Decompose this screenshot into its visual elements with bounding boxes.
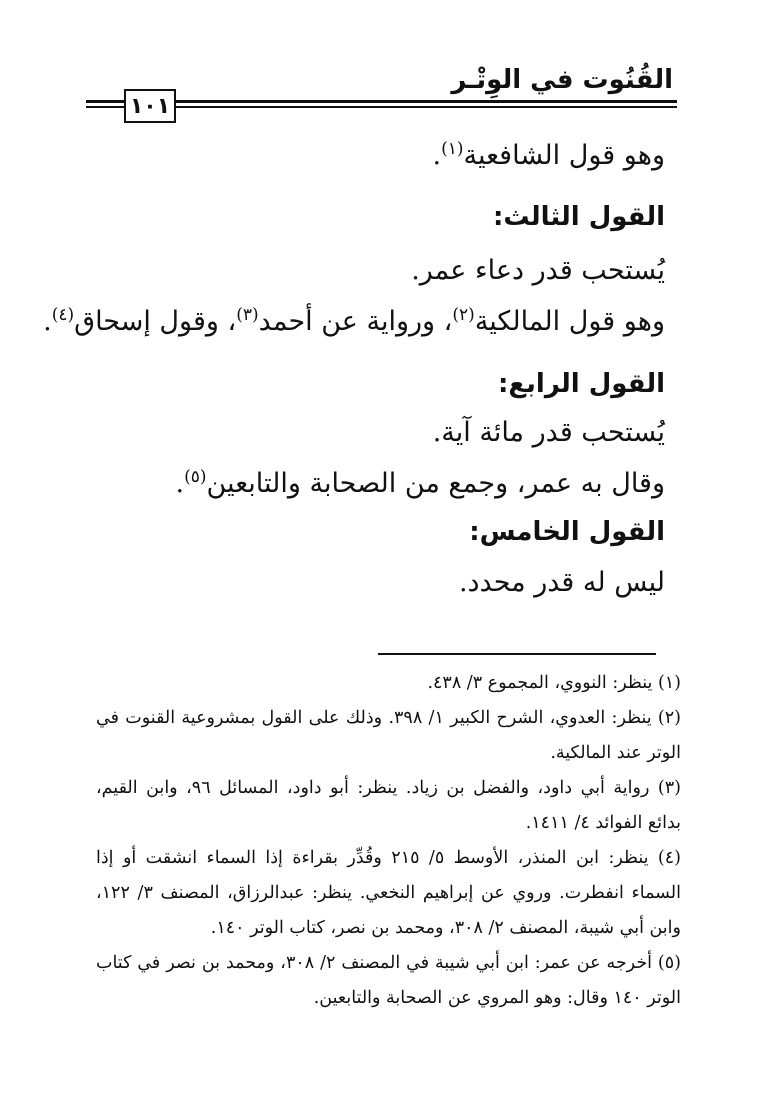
footnote-ref[interactable]: (٥) (184, 467, 207, 487)
footnote-ref[interactable]: (١) (441, 139, 464, 159)
footnote-ref[interactable]: (٢) (452, 305, 475, 325)
footnotes (96, 666, 681, 1016)
text-line: يُستحب قدر دعاء عمر. (411, 255, 665, 286)
footnote-ref[interactable]: (٣) (236, 305, 259, 325)
text-line: وهو قول الشافعية$^{(١)}$. (432, 139, 665, 171)
footnote-separator (378, 653, 656, 655)
footnote-3: (٣) رواية أبي داود، والفضل بن زياد. ينظر: أبو داود، المسائل ٩٦، وابن القيم، بدائع الفوائد ٤/ ١٤١١. (96, 778, 681, 833)
footnote-ref[interactable]: (٤) (51, 305, 75, 325)
footnote-4: (٤) ينظر: ابن المنذر، الأوسط ٥/ ٢١٥ وقُدِّر بقراءة إذا السماء انشقت أو إذا السماء انفطرت. وروي عن إبراهيم النخعي. ينظر: عبدالرزاق، المصنف ٣/ ١٢٢، وابن أبي شيبة، المصنف ٢/ ٣٠٨، ومحمد بن نصر، كتاب الوتر ١٤٠. (96, 848, 681, 938)
section-heading-fifth: القول الخامس: (469, 517, 665, 547)
running-title: القُنُوت في الوِتْـر (451, 65, 673, 95)
text-line: وقال به عمر، وجمع من الصحابة والتابعين$^{(٥)}$. (175, 467, 665, 499)
section-heading-fourth: القول الرابع: (498, 369, 665, 399)
footnote-2: (٢) ينظر: العدوي، الشرح الكبير ١/ ٣٩٨. وذلك على القول بمشروعية القنوت في الوتر عند المالكية. (96, 708, 681, 763)
page-number: ١٠١ (124, 89, 176, 123)
text-line: يُستحب قدر مائة آية. (432, 417, 665, 448)
section-heading-third: القول الثالث: (492, 202, 665, 232)
text-line: وهو قول المالكية$^{(٢)}$، ورواية عن أحمد$^{(٣)}$، وقول إسحاق$^{(٤)}$. (43, 305, 665, 337)
text-line: ليس له قدر محدد. (458, 567, 665, 598)
footnote-1: (١) ينظر: النووي، المجموع ٣/ ٤٣٨. (427, 673, 681, 693)
footnote-5: (٥) أخرجه عن عمر: ابن أبي شيبة في المصنف ٢/ ٣٠٨، ومحمد بن نصر في كتاب الوتر ١٤٠ وقال: وهو المروي عن الصحابة والتابعين. (96, 953, 681, 1008)
